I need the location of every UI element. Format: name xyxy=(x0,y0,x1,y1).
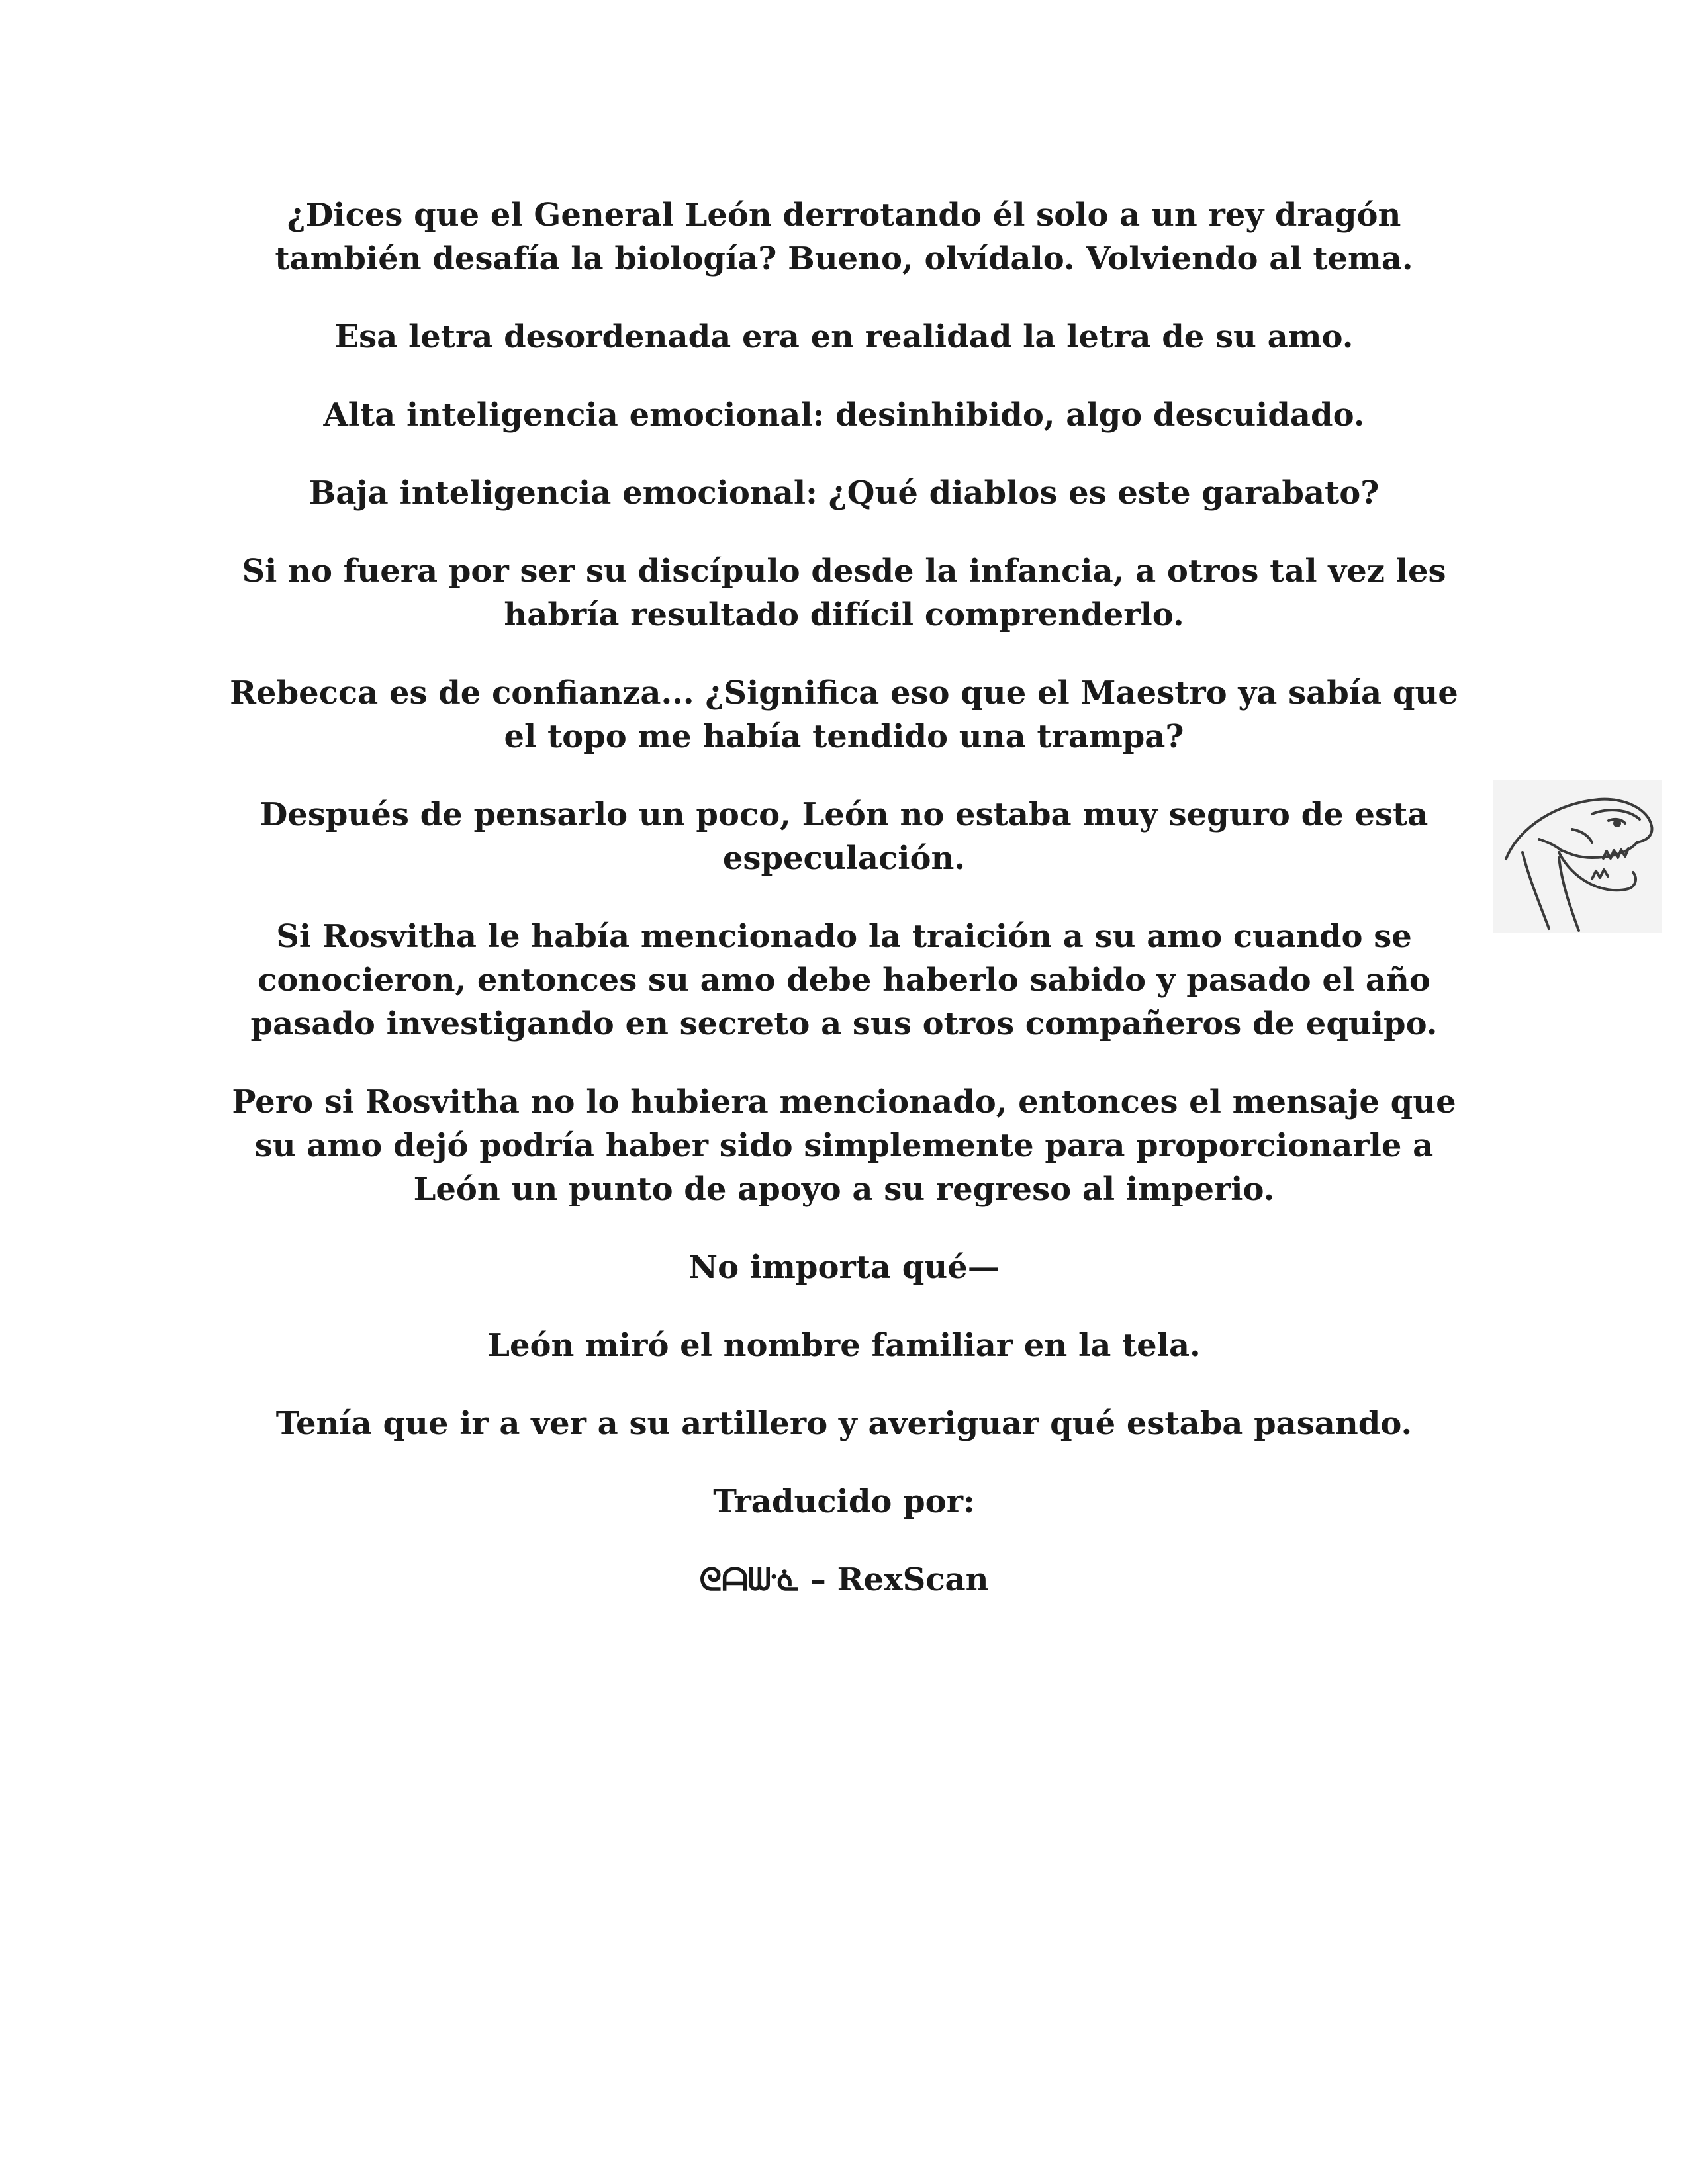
dinosaur-head-sketch-icon xyxy=(1493,780,1662,933)
paragraph-7: Después de pensarlo un poco, León no estaba muy seguro de esta especulación. xyxy=(259,796,1429,877)
paragraph-9: Pero si Rosvitha no lo hubiera mencionado, entonces el mensaje que su amo dejó podría haber sido simplemente para proporcionarle a León un punto de apoyo a su regreso al imperio. xyxy=(232,1083,1456,1208)
paragraph-8: Si Rosvitha le había mencionado la traición a su amo cuando se conocieron, entonces su amo debe haberlo sabido y pasado el año pasado investigando en secreto a sus otros compañeros de equipo. xyxy=(250,918,1438,1042)
paragraph-3: Alta inteligencia emocional: desinhibido, algo descuidado. xyxy=(323,396,1365,433)
paragraph-4: Baja inteligencia emocional: ¿Qué diablos es este garabato? xyxy=(308,475,1380,512)
credits-label: Traducido por: xyxy=(713,1483,975,1520)
credits-name: ᘓᗩᗯᓍ – RexScan xyxy=(699,1561,989,1598)
document-body xyxy=(225,193,1463,1602)
paragraph-5: Si no fuera por ser su discípulo desde la infancia, a otros tal vez les habría resultado difícil comprenderlo. xyxy=(242,553,1446,633)
paragraph-6: Rebecca es de confianza... ¿Significa eso que el Maestro ya sabía que el topo me había tendido una trampa? xyxy=(230,674,1458,755)
paragraph-10: No importa qué— xyxy=(688,1249,1000,1286)
paragraph-11: León miró el nombre familiar en la tela. xyxy=(487,1327,1201,1364)
paragraph-1: ¿Dices que el General León derrotando él solo a un rey dragón también desafía la biología? Bueno, olvídalo. Volviendo al tema. xyxy=(275,197,1413,277)
paragraph-2: Esa letra desordenada era en realidad la letra de su amo. xyxy=(334,318,1354,355)
paragraph-12: Tenía que ir a ver a su artillero y averiguar qué estaba pasando. xyxy=(275,1405,1413,1442)
